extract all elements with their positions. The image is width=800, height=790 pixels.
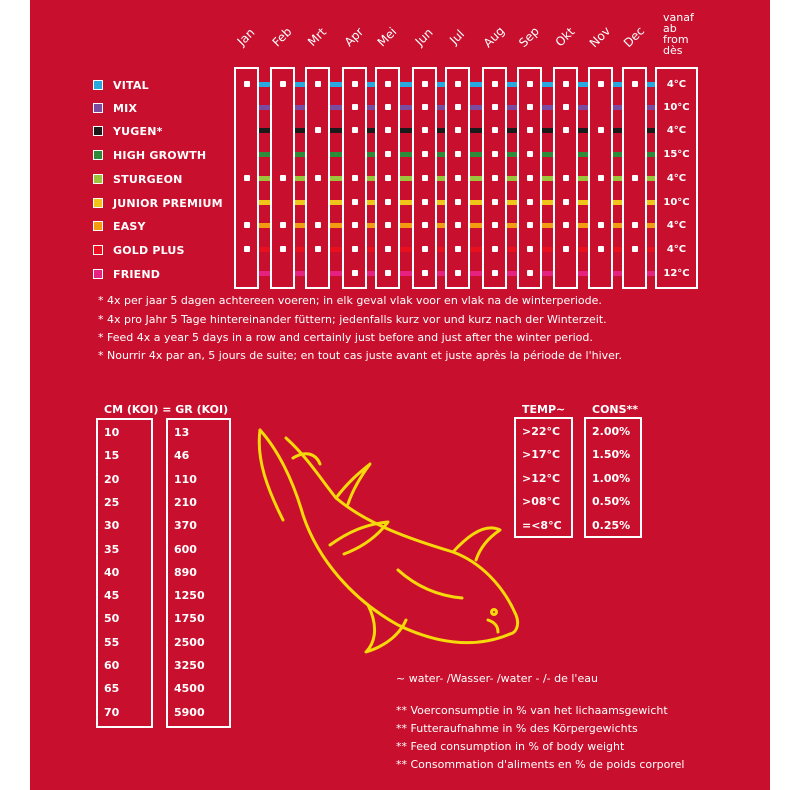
legend-item xyxy=(93,101,137,115)
row-band xyxy=(542,82,553,87)
feeding-dot xyxy=(422,270,428,276)
row-band xyxy=(400,247,412,252)
consumption-column xyxy=(584,417,642,538)
row-band xyxy=(400,128,412,133)
row-band xyxy=(295,82,305,87)
feeding-dot xyxy=(563,127,569,133)
row-band xyxy=(259,82,270,87)
row-band xyxy=(295,247,305,252)
note-nl: * 4x per jaar 5 dagen achtereen voeren; in elk geval vlak voor en vlak na de winterperiode. xyxy=(98,294,602,307)
row-band xyxy=(367,200,375,205)
start-temperature: 4°C xyxy=(666,79,687,90)
month-label-mei: Mei xyxy=(374,24,400,50)
feeding-dot xyxy=(385,175,391,181)
table-cell: 0.25% xyxy=(592,518,631,532)
row-band xyxy=(437,152,445,157)
month-label-mrt: Mrt xyxy=(304,24,330,50)
row-band xyxy=(507,152,517,157)
table-cell: >17°C xyxy=(522,448,561,462)
table-cell: 65 xyxy=(104,682,120,696)
row-band xyxy=(437,200,445,205)
row-band xyxy=(507,271,517,276)
legend-swatch xyxy=(93,103,103,113)
legend-item xyxy=(93,172,183,186)
row-band xyxy=(330,271,342,276)
month-label-apr: Apr xyxy=(341,24,367,50)
legend-item xyxy=(93,196,223,210)
feeding-dot xyxy=(352,222,358,228)
row-band xyxy=(647,152,655,157)
feeding-dot xyxy=(352,127,358,133)
row-band xyxy=(613,247,622,252)
feeding-dot xyxy=(280,246,286,252)
table-cell: 3250 xyxy=(174,659,205,672)
row-band xyxy=(470,128,482,133)
row-band xyxy=(613,105,622,110)
feeding-dot xyxy=(385,246,391,252)
table-cell: 35 xyxy=(104,542,120,556)
table-cell: 46 xyxy=(174,449,190,463)
legend-item xyxy=(93,124,163,138)
row-band xyxy=(542,176,553,181)
row-band xyxy=(400,152,412,157)
row-band xyxy=(507,128,517,133)
feeding-dot xyxy=(385,199,391,205)
feeding-dot xyxy=(422,127,428,133)
row-band xyxy=(259,247,270,252)
footnote-en: ** Feed consumption in % of body weight xyxy=(396,740,625,753)
row-band xyxy=(578,105,588,110)
feeding-dot xyxy=(598,81,604,87)
row-band xyxy=(578,152,588,157)
row-band xyxy=(295,105,305,110)
table-cell: 70 xyxy=(104,705,120,719)
table-cell: 110 xyxy=(174,472,197,486)
row-band xyxy=(295,223,305,228)
feeding-dot xyxy=(527,127,533,133)
row-band xyxy=(542,200,553,205)
legend-swatch xyxy=(93,221,103,231)
row-band xyxy=(437,247,445,252)
legend-swatch xyxy=(93,126,103,136)
feeding-dot xyxy=(244,222,250,228)
row-band xyxy=(647,223,655,228)
row-band xyxy=(542,128,553,133)
row-band xyxy=(437,105,445,110)
row-band xyxy=(259,271,270,276)
row-band xyxy=(400,82,412,87)
row-band xyxy=(367,152,375,157)
row-band xyxy=(578,128,588,133)
row-band xyxy=(437,223,445,228)
table-cell: 4500 xyxy=(174,682,205,696)
table-cell: =<8°C xyxy=(522,518,562,532)
feeding-dot xyxy=(385,222,391,228)
feeding-dot xyxy=(422,246,428,252)
row-band xyxy=(437,176,445,181)
table-cell: 60 xyxy=(104,659,120,672)
feeding-dot xyxy=(315,222,321,228)
row-band xyxy=(400,176,412,181)
month-label-jul: Jul xyxy=(446,26,468,48)
row-band xyxy=(507,82,517,87)
row-band xyxy=(330,247,342,252)
legend-swatch xyxy=(93,150,103,160)
row-band xyxy=(400,200,412,205)
row-band xyxy=(647,128,655,133)
feeding-dot xyxy=(632,175,638,181)
row-band xyxy=(330,223,342,228)
row-band xyxy=(470,82,482,87)
feeding-dot xyxy=(280,175,286,181)
row-band xyxy=(295,271,305,276)
row-band xyxy=(400,223,412,228)
feeding-dot xyxy=(352,270,358,276)
start-temperature: 15°C xyxy=(663,149,690,160)
gr-column xyxy=(166,418,231,728)
row-band xyxy=(470,223,482,228)
koi-fish-outline-icon xyxy=(248,420,538,665)
note-en: * Feed 4x a year 5 days in a row and certainly just before and just after the winter period. xyxy=(98,331,593,344)
feeding-dot xyxy=(455,81,461,87)
legend-item xyxy=(93,148,206,162)
row-band xyxy=(400,271,412,276)
month-label-dec: Dec xyxy=(620,23,648,51)
feeding-dot xyxy=(352,104,358,110)
row-band xyxy=(578,82,588,87)
feeding-dot xyxy=(492,246,498,252)
feeding-dot xyxy=(315,175,321,181)
month-label-jan: Jan xyxy=(234,25,258,49)
legend-swatch xyxy=(93,269,103,279)
feeding-dot xyxy=(563,81,569,87)
note-de: * 4x pro Jahr 5 Tage hintereinander füttern; jedenfalls kurz vor und kurz nach der Winterzeit. xyxy=(98,313,607,326)
feeding-dot xyxy=(422,151,428,157)
row-band xyxy=(330,128,342,133)
row-band xyxy=(647,200,655,205)
feeding-dot xyxy=(632,81,638,87)
feeding-dot xyxy=(492,151,498,157)
from-header-de: ab xyxy=(663,22,677,35)
feeding-dot xyxy=(385,270,391,276)
row-band xyxy=(330,82,342,87)
row-band xyxy=(295,176,305,181)
legend-item xyxy=(93,219,146,233)
table-cell: >12°C xyxy=(522,471,561,485)
feeding-dot xyxy=(280,222,286,228)
table-cell: 2.00% xyxy=(592,425,631,438)
table-cell: >22°C xyxy=(522,425,561,438)
legend-swatch xyxy=(93,80,103,90)
feeding-dot xyxy=(422,104,428,110)
row-band xyxy=(647,271,655,276)
feeding-dot xyxy=(422,222,428,228)
legend-label: VITAL xyxy=(113,78,149,92)
row-band xyxy=(507,176,517,181)
table-cell: 20 xyxy=(104,472,120,486)
feeding-dot xyxy=(455,127,461,133)
row-band xyxy=(437,82,445,87)
feeding-dot xyxy=(315,246,321,252)
feeding-dot xyxy=(492,222,498,228)
from-temperature-header xyxy=(663,12,694,56)
consumption-header: CONS** xyxy=(592,403,639,416)
row-band xyxy=(647,105,655,110)
row-band xyxy=(295,152,305,157)
table-cell: 2500 xyxy=(174,635,205,649)
row-band xyxy=(367,271,375,276)
row-band xyxy=(259,223,270,228)
row-band xyxy=(578,176,588,181)
feeding-dot xyxy=(352,246,358,252)
feeding-dot xyxy=(455,151,461,157)
row-band xyxy=(542,105,553,110)
row-band xyxy=(542,223,553,228)
row-band xyxy=(437,128,445,133)
feeding-dot xyxy=(244,81,250,87)
legend-label: EASY xyxy=(113,219,146,233)
feeding-dot xyxy=(455,104,461,110)
start-temperature: 10°C xyxy=(663,102,690,113)
feeding-dot xyxy=(422,81,428,87)
row-band xyxy=(613,223,622,228)
feeding-dot xyxy=(315,127,321,133)
feeding-dot xyxy=(563,175,569,181)
row-band xyxy=(578,247,588,252)
row-band xyxy=(400,105,412,110)
legend-label: STURGEON xyxy=(113,172,183,186)
legend-label: MIX xyxy=(113,101,138,115)
table-cell: 1250 xyxy=(174,589,205,603)
feeding-dot xyxy=(527,246,533,252)
from-header-nl: vanaf xyxy=(663,11,694,24)
temp-header: TEMP~ xyxy=(522,403,566,416)
row-band xyxy=(613,176,622,181)
row-band xyxy=(470,247,482,252)
feeding-dot xyxy=(527,151,533,157)
row-band xyxy=(578,271,588,276)
feeding-dot xyxy=(527,222,533,228)
row-band xyxy=(647,82,655,87)
row-band xyxy=(330,200,342,205)
feeding-dot xyxy=(527,270,533,276)
from-header-en: from xyxy=(663,33,689,46)
start-temperature: 4°C xyxy=(666,173,687,184)
feeding-dot xyxy=(527,199,533,205)
feeding-dot xyxy=(455,222,461,228)
row-band xyxy=(367,105,375,110)
row-band xyxy=(437,271,445,276)
legend-item xyxy=(93,243,185,257)
feeding-dot xyxy=(492,175,498,181)
row-band xyxy=(295,200,305,205)
row-band xyxy=(367,247,375,252)
feeding-dot xyxy=(492,199,498,205)
row-band xyxy=(647,176,655,181)
table-cell: 40 xyxy=(104,565,120,579)
feeding-dot xyxy=(385,104,391,110)
legend-label: JUNIOR PREMIUM xyxy=(113,196,223,210)
table-cell: 1.00% xyxy=(592,471,631,485)
footnote-de: ** Futteraufnahme in % des Körpergewichts xyxy=(396,722,638,735)
row-band xyxy=(330,176,342,181)
feeding-dot xyxy=(244,246,250,252)
from-header-fr: dès xyxy=(663,44,683,57)
row-band xyxy=(507,247,517,252)
row-band xyxy=(367,82,375,87)
row-band xyxy=(470,176,482,181)
row-band xyxy=(330,105,342,110)
table-cell: 5900 xyxy=(174,705,205,719)
feeding-dot xyxy=(385,127,391,133)
row-band xyxy=(330,152,342,157)
row-band xyxy=(470,152,482,157)
row-band xyxy=(613,82,622,87)
table-cell: 210 xyxy=(174,495,197,509)
legend-item xyxy=(93,267,160,281)
row-band xyxy=(647,247,655,252)
row-band xyxy=(295,128,305,133)
legend-label: GOLD PLUS xyxy=(113,243,185,257)
table-cell: 30 xyxy=(104,519,120,533)
row-band xyxy=(367,176,375,181)
feeding-dot xyxy=(244,175,250,181)
size-table-header: CM (KOI) = GR (KOI) xyxy=(104,403,229,416)
legend-label: HIGH GROWTH xyxy=(113,148,207,162)
table-cell: 25 xyxy=(104,495,120,509)
row-band xyxy=(507,105,517,110)
row-band xyxy=(578,200,588,205)
row-band xyxy=(259,105,270,110)
row-band xyxy=(613,152,622,157)
legend-label: FRIEND xyxy=(113,267,161,281)
feeding-dot xyxy=(422,199,428,205)
feeding-dot xyxy=(455,270,461,276)
feeding-dot xyxy=(455,175,461,181)
feeding-dot xyxy=(280,81,286,87)
feeding-dot xyxy=(422,175,428,181)
start-temperature-column xyxy=(655,67,698,289)
legend-label: YUGEN* xyxy=(113,124,163,138)
legend-swatch xyxy=(93,245,103,255)
feeding-dot xyxy=(455,199,461,205)
table-cell: 1750 xyxy=(174,612,205,626)
feeding-dot xyxy=(492,270,498,276)
table-cell: 1.50% xyxy=(592,448,631,462)
month-label-sep: Sep xyxy=(516,24,542,50)
feeding-dot xyxy=(492,127,498,133)
table-cell: 50 xyxy=(104,612,120,626)
feeding-dot xyxy=(598,246,604,252)
feeding-dot xyxy=(563,104,569,110)
month-label-okt: Okt xyxy=(552,24,578,50)
legend-swatch xyxy=(93,198,103,208)
row-band xyxy=(259,200,270,205)
row-band xyxy=(578,223,588,228)
row-band xyxy=(470,200,482,205)
feeding-dot xyxy=(632,222,638,228)
row-band xyxy=(542,247,553,252)
row-band xyxy=(470,105,482,110)
month-label-nov: Nov xyxy=(586,23,614,51)
row-band xyxy=(542,271,553,276)
feeding-dot xyxy=(315,81,321,87)
feeding-dot xyxy=(455,246,461,252)
row-band xyxy=(613,200,622,205)
start-temperature: 4°C xyxy=(666,244,687,255)
row-band xyxy=(470,271,482,276)
month-label-jun: Jun xyxy=(412,25,436,49)
start-temperature: 4°C xyxy=(666,125,687,136)
row-band xyxy=(259,152,270,157)
row-band xyxy=(259,128,270,133)
row-band xyxy=(542,152,553,157)
table-cell: 890 xyxy=(174,565,197,579)
feeding-dot xyxy=(385,81,391,87)
cm-column xyxy=(96,418,153,728)
feeding-dot xyxy=(632,246,638,252)
row-band xyxy=(507,223,517,228)
feeding-dot xyxy=(492,81,498,87)
feeding-dot xyxy=(563,199,569,205)
start-temperature: 4°C xyxy=(666,220,687,231)
table-cell: 45 xyxy=(104,589,120,603)
start-temperature: 10°C xyxy=(663,197,690,208)
table-cell: 55 xyxy=(104,635,120,649)
note-fr: * Nourrir 4x par an, 5 jours de suite; en tout cas juste avant et juste après la période de l'hiver. xyxy=(98,349,622,362)
table-cell: 600 xyxy=(174,542,197,556)
legend-swatch xyxy=(93,174,103,184)
row-band xyxy=(367,128,375,133)
feeding-dot xyxy=(527,81,533,87)
feeding-dot xyxy=(352,175,358,181)
month-label-feb: Feb xyxy=(269,24,295,50)
table-cell: 15 xyxy=(104,449,120,463)
feeding-dot xyxy=(563,222,569,228)
feeding-dot xyxy=(598,222,604,228)
feeding-dot xyxy=(563,246,569,252)
start-temperature: 12°C xyxy=(663,268,690,279)
feeding-dot xyxy=(527,175,533,181)
month-label-aug: Aug xyxy=(480,23,508,51)
footnote-water: ~ water- /Wasser- /water - /- de l'eau xyxy=(396,672,598,685)
row-band xyxy=(613,271,622,276)
feeding-dot xyxy=(527,104,533,110)
table-cell: 13 xyxy=(174,426,190,439)
legend-item xyxy=(93,78,149,92)
table-cell: 370 xyxy=(174,519,197,533)
footnote-fr: ** Consommation d'aliments en % de poids corporel xyxy=(396,758,685,771)
feeding-dot xyxy=(385,151,391,157)
feeding-dot xyxy=(598,175,604,181)
feeding-dot xyxy=(352,81,358,87)
row-band xyxy=(507,200,517,205)
row-band xyxy=(613,128,622,133)
feeding-dot xyxy=(598,127,604,133)
row-band xyxy=(367,223,375,228)
feeding-dot xyxy=(352,199,358,205)
table-cell: 0.50% xyxy=(592,495,631,509)
table-cell: >08°C xyxy=(522,495,561,509)
footnote-nl: ** Voerconsumptie in % van het lichaamsgewicht xyxy=(396,704,668,717)
row-band xyxy=(259,176,270,181)
table-cell: 10 xyxy=(104,426,120,439)
feeding-dot xyxy=(492,104,498,110)
